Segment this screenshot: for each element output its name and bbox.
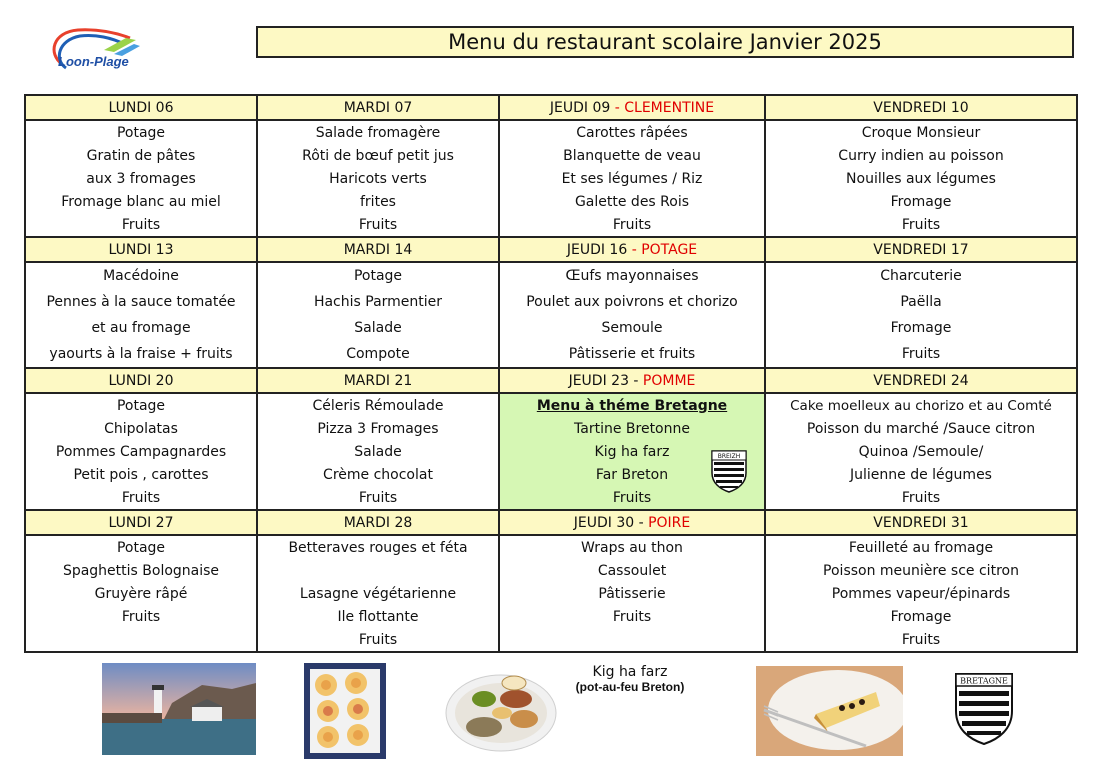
- menu-item: Galette des Rois: [499, 190, 765, 213]
- menu-item: Fruits: [25, 605, 257, 628]
- day-header: VENDREDI 17: [765, 237, 1077, 262]
- menu-item: Fruits: [257, 486, 499, 510]
- menu-item: Potage: [25, 535, 257, 559]
- menu-row: [25, 120, 1077, 144]
- menu-item: Far Breton: [499, 463, 765, 486]
- menu-row: [25, 582, 1077, 605]
- menu-item: Pâtisserie: [499, 582, 765, 605]
- menu-item: Chipolatas: [25, 417, 257, 440]
- menu-item: Betteraves rouges et féta: [257, 535, 499, 559]
- menu-row: [25, 535, 1077, 559]
- flag-label: BRETAGNE: [960, 676, 1008, 686]
- menu-item: Pommes vapeur/épinards: [765, 582, 1077, 605]
- menu-item: Crème chocolat: [257, 463, 499, 486]
- menu-row: [25, 341, 1077, 368]
- menu-row: [25, 262, 1077, 289]
- caption-title: Kig ha farz: [592, 664, 668, 680]
- menu-item: Hachis Parmentier: [257, 289, 499, 315]
- menu-row: [25, 417, 1077, 440]
- menu-row: [25, 605, 1077, 628]
- menu-item: Fruits: [499, 605, 765, 628]
- breizh-shield-icon: [710, 449, 748, 497]
- loon-plage-logo: [44, 24, 144, 80]
- menu-item: Blanquette de veau: [499, 144, 765, 167]
- menu-item: Céleris Rémoulade: [257, 393, 499, 417]
- caption-subtitle: (pot-au-feu Breton): [575, 680, 685, 694]
- menu-row: [25, 144, 1077, 167]
- menu-item: Fromage: [765, 190, 1077, 213]
- menu-item: Spaghettis Bolognaise: [25, 559, 257, 582]
- tartine-photo: [304, 663, 386, 759]
- menu-item: Fruits: [499, 213, 765, 237]
- menu-item: Feuilleté au fromage: [765, 535, 1077, 559]
- menu-item: Salade: [257, 315, 499, 341]
- day-header: LUNDI 06: [25, 95, 257, 120]
- menu-item: Fruits: [499, 486, 765, 510]
- menu-item: Macédoine: [25, 262, 257, 289]
- menu-item: Haricots verts: [257, 167, 499, 190]
- day-header: LUNDI 27: [25, 510, 257, 535]
- day-header: VENDREDI 10: [765, 95, 1077, 120]
- menu-item: Cake moelleux au chorizo et au Comté: [765, 393, 1077, 417]
- menu-item: Petit pois , carottes: [25, 463, 257, 486]
- day-header: MARDI 21: [257, 368, 499, 393]
- day-header: MARDI 14: [257, 237, 499, 262]
- menu-row: [25, 486, 1077, 510]
- menu-item: Salade fromagère: [257, 120, 499, 144]
- day-header: MARDI 07: [257, 95, 499, 120]
- menu-row: [25, 440, 1077, 463]
- menu-item: Fruits: [765, 341, 1077, 368]
- menu-item: Fruits: [765, 486, 1077, 510]
- menu-row: [25, 315, 1077, 341]
- menu-item: Curry indien au poisson: [765, 144, 1077, 167]
- menu-row: [25, 213, 1077, 237]
- fruit-of-day: POMME: [638, 372, 696, 389]
- menu-item: Fromage: [765, 605, 1077, 628]
- day-header: VENDREDI 31: [765, 510, 1077, 535]
- menu-row: [25, 463, 1077, 486]
- fruit-of-day: - CLEMENTINE: [610, 99, 715, 116]
- menu-item: Potage: [25, 393, 257, 417]
- menu-item: Julienne de légumes: [765, 463, 1077, 486]
- week-4-header: [25, 510, 1077, 535]
- menu-item: Paëlla: [765, 289, 1077, 315]
- menu-item: Gruyère râpé: [25, 582, 257, 605]
- menu-item: Rôti de bœuf petit jus: [257, 144, 499, 167]
- menu-row: [25, 190, 1077, 213]
- menu-item: Quinoa /Semoule/: [765, 440, 1077, 463]
- kig-ha-farz-caption: [560, 664, 700, 694]
- menu-item: Ile flottante: [257, 605, 499, 628]
- menu-item: Gratin de pâtes: [25, 144, 257, 167]
- menu-item: Poisson meunière sce citron: [765, 559, 1077, 582]
- menu-item: Potage: [25, 120, 257, 144]
- day-header: JEUDI 30 - POIRE: [499, 510, 765, 535]
- week-3-header: [25, 368, 1077, 393]
- breizh-label: BREIZH: [717, 453, 741, 460]
- menu-item: [499, 628, 765, 652]
- menu-row: [25, 289, 1077, 315]
- menu-item: yaourts à la fraise + fruits: [25, 341, 257, 368]
- menu-item: Kig ha farz: [499, 440, 765, 463]
- menu-row: [25, 167, 1077, 190]
- menu-item: Semoule: [499, 315, 765, 341]
- menu-item: Et ses légumes / Riz: [499, 167, 765, 190]
- week-1-header: [25, 95, 1077, 120]
- menu-item: Salade: [257, 440, 499, 463]
- menu-item: Potage: [257, 262, 499, 289]
- menu-item: [257, 559, 499, 582]
- day-header: LUNDI 13: [25, 237, 257, 262]
- fruit-of-day: - POTAGE: [627, 241, 698, 258]
- menu-item: Poulet aux poivrons et chorizo: [499, 289, 765, 315]
- menu-item: Pommes Campagnardes: [25, 440, 257, 463]
- menu-item: aux 3 fromages: [25, 167, 257, 190]
- lighthouse-photo: [102, 663, 256, 755]
- logo-text: Loon-Plage: [58, 54, 129, 69]
- day-header: JEUDI 23 - POMME: [499, 368, 765, 393]
- menu-item: Fromage: [765, 315, 1077, 341]
- menu-item: Charcuterie: [765, 262, 1077, 289]
- page-title: [256, 26, 1074, 58]
- menu-item: Fruits: [25, 213, 257, 237]
- menu-item: Œufs mayonnaises: [499, 262, 765, 289]
- menu-item: Wraps au thon: [499, 535, 765, 559]
- day-header: JEUDI 16 - POTAGE: [499, 237, 765, 262]
- menu-item: frites: [257, 190, 499, 213]
- menu-item: Fruits: [765, 213, 1077, 237]
- menu-item: Cassoulet: [499, 559, 765, 582]
- menu-item: Fruits: [257, 628, 499, 652]
- menu-item: Nouilles aux légumes: [765, 167, 1077, 190]
- menu-item: Croque Monsieur: [765, 120, 1077, 144]
- kig-ha-farz-photo: [444, 663, 558, 753]
- menu-item: Fruits: [257, 213, 499, 237]
- menu-item: Fromage blanc au miel: [25, 190, 257, 213]
- menu-item: Pennes à la sauce tomatée: [25, 289, 257, 315]
- menu-row: [25, 393, 1077, 417]
- menu-item: Carottes râpées: [499, 120, 765, 144]
- theme-title: Menu à théme Bretagne: [499, 393, 765, 417]
- menu-item: Pizza 3 Fromages: [257, 417, 499, 440]
- day-header: LUNDI 20: [25, 368, 257, 393]
- menu-item: Tartine Bretonne: [499, 417, 765, 440]
- far-breton-photo: [756, 666, 903, 756]
- week-2-header: [25, 237, 1077, 262]
- menu-item: [25, 628, 257, 652]
- menu-item: Pâtisserie et fruits: [499, 341, 765, 368]
- day-header: JEUDI 09 - CLEMENTINE: [499, 95, 765, 120]
- menu-item: Compote: [257, 341, 499, 368]
- day-header: VENDREDI 24: [765, 368, 1077, 393]
- day-header: MARDI 28: [257, 510, 499, 535]
- bretagne-flag-icon: [953, 671, 1015, 747]
- menu-row: [25, 559, 1077, 582]
- page-title-text: Menu du restaurant scolaire Janvier 2025: [448, 30, 882, 54]
- menu-item: Lasagne végétarienne: [257, 582, 499, 605]
- menu-item: Fruits: [765, 628, 1077, 652]
- menu-row: [25, 628, 1077, 652]
- fruit-of-day: POIRE: [643, 514, 691, 531]
- menu-table: [24, 94, 1078, 653]
- menu-item: Poisson du marché /Sauce citron: [765, 417, 1077, 440]
- menu-item: et au fromage: [25, 315, 257, 341]
- menu-item: Fruits: [25, 486, 257, 510]
